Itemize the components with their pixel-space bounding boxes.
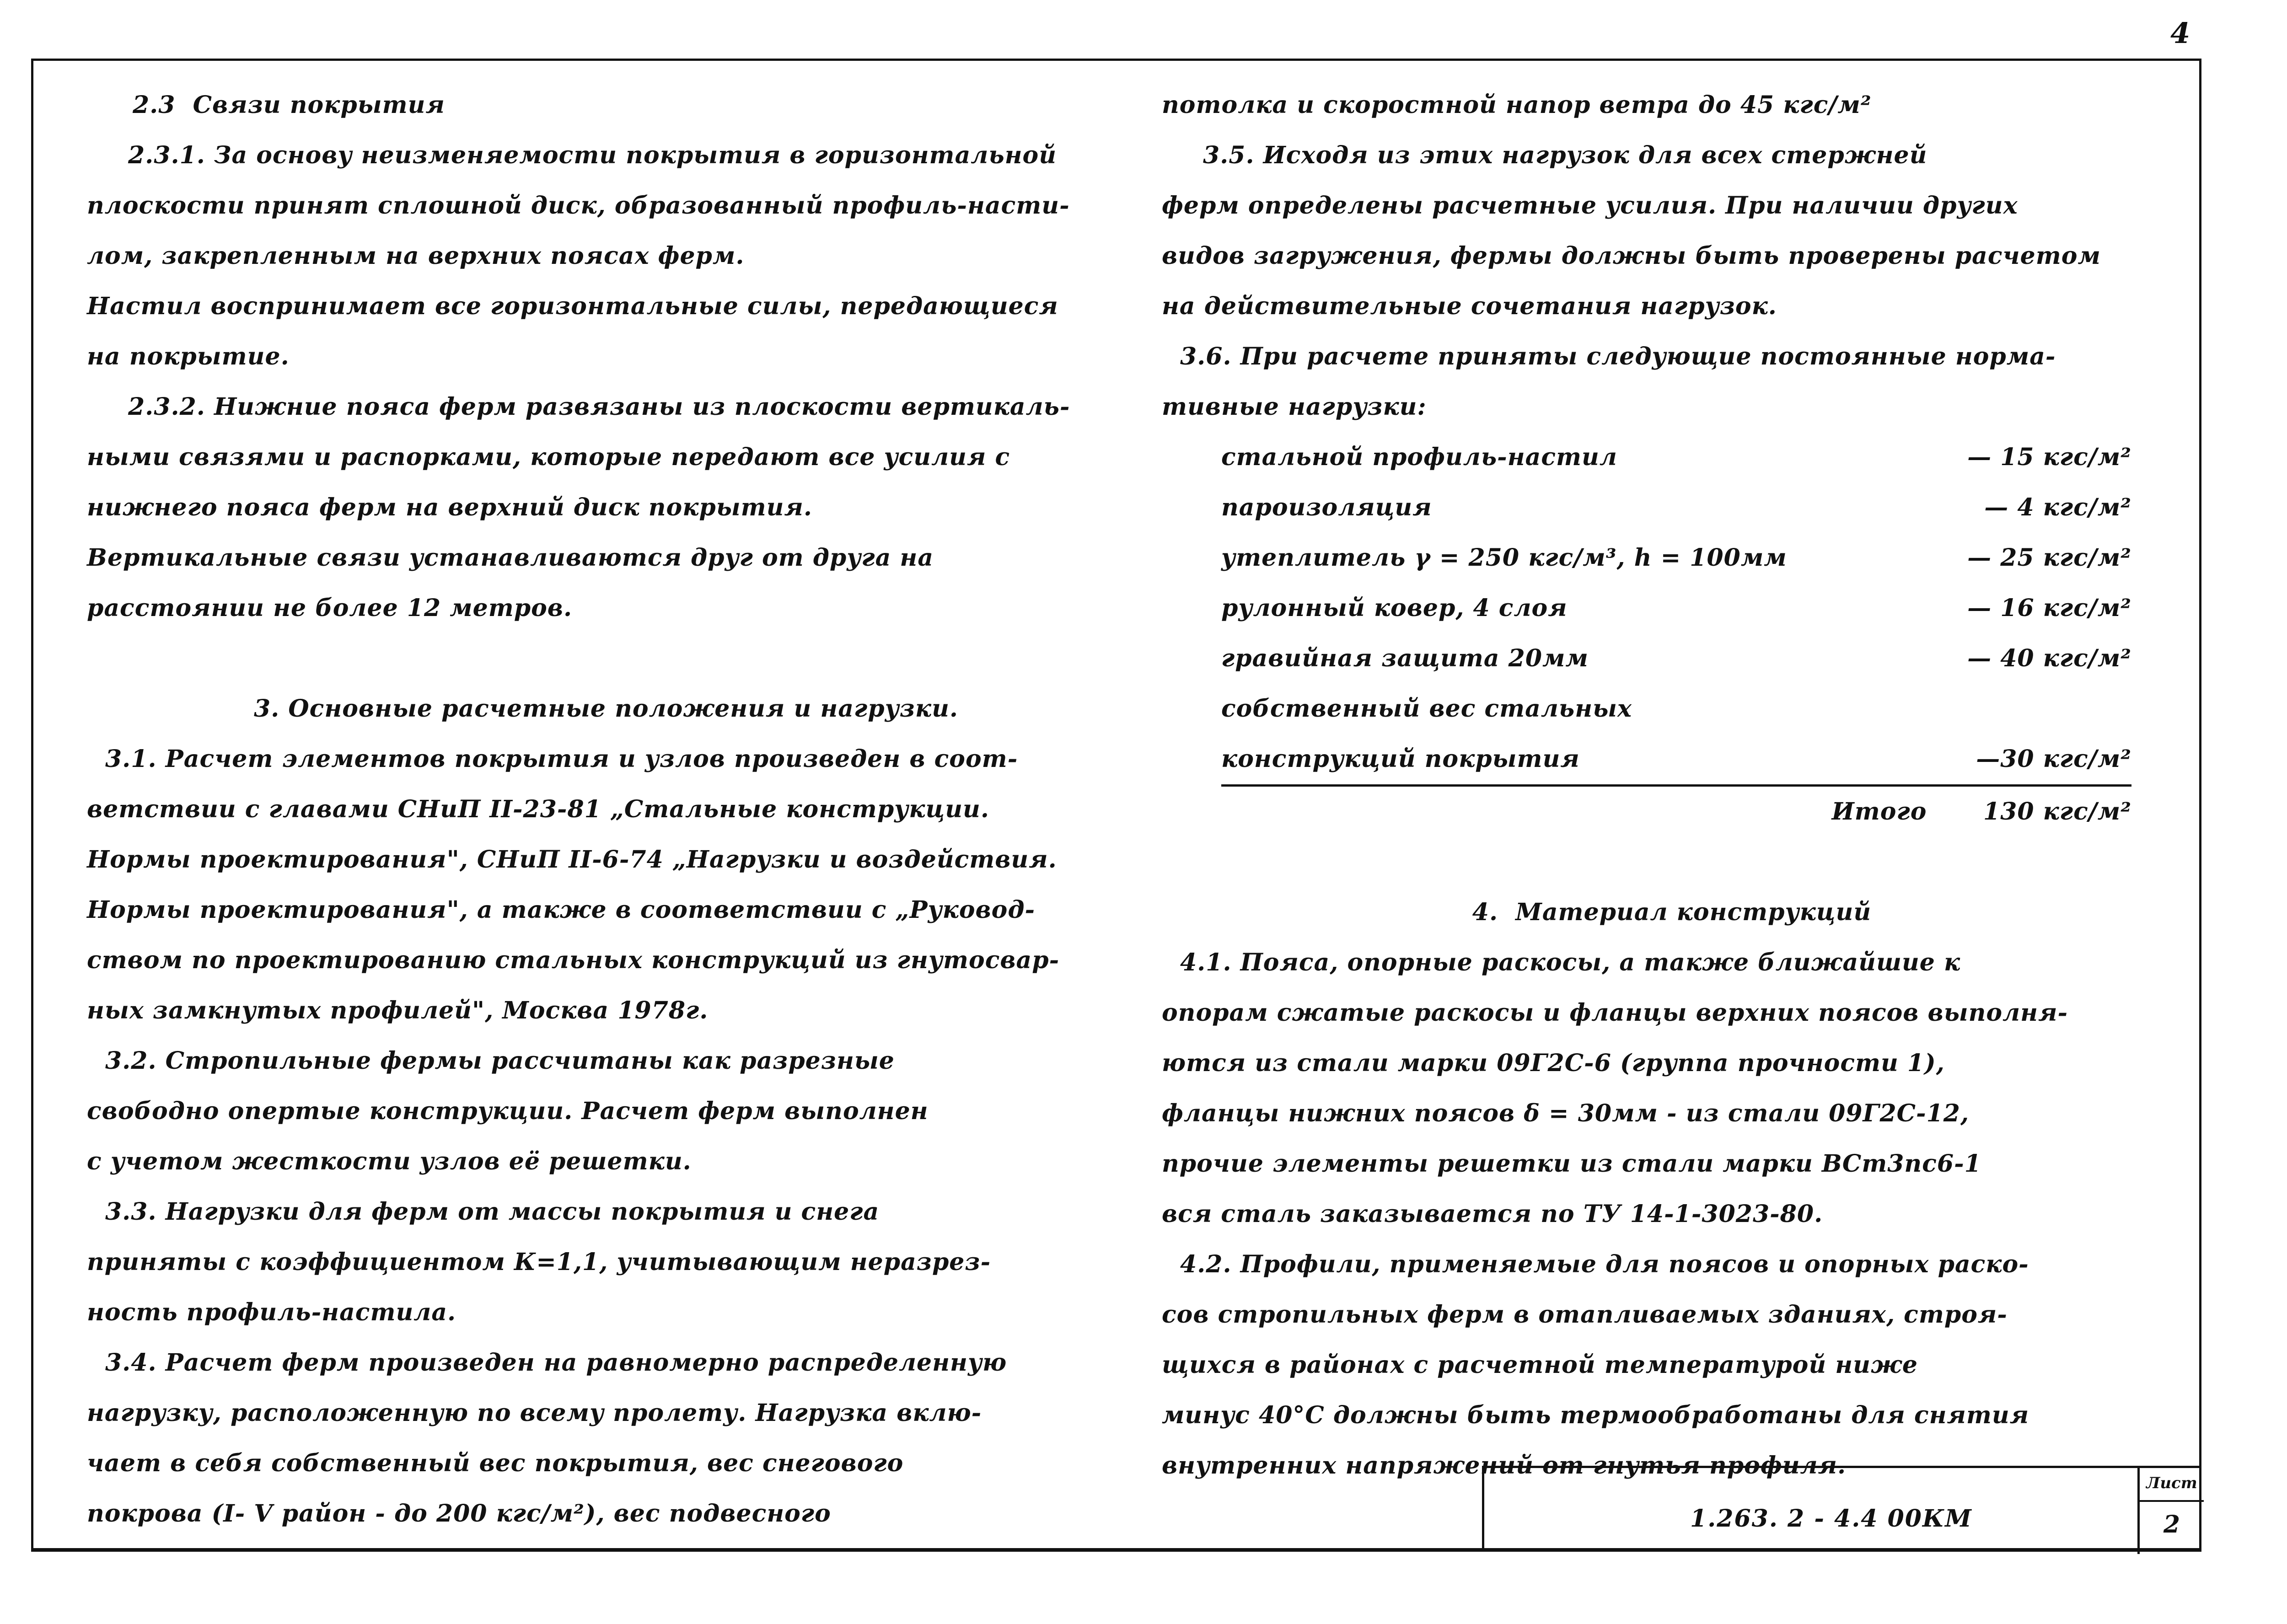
para-4-1-line: фланцы нижних поясов δ = 30мм - из стали 09Г2С-12, <box>1162 1099 1970 1127</box>
right-column <box>1162 80 2182 1491</box>
para-3-5-line: на действительные сочетания нагрузок. <box>1162 292 1777 320</box>
para-2-3-2-line: расстоянии не более 12 метров. <box>87 594 573 622</box>
load-name: конструкций покрытия <box>1221 745 1580 773</box>
para-3-2-line: с учетом жесткости узлов её решетки. <box>87 1147 692 1175</box>
section-heading-4: 4. Материал конструкций <box>1472 898 1872 926</box>
load-name: утеплитель γ = 250 кгс/м³, h = 100мм <box>1221 544 1787 572</box>
para-3-6-line: тивные нагрузки: <box>1162 393 1427 421</box>
para-2-3-1-line: лом, закрепленным на верхних поясах ферм. <box>87 242 745 270</box>
page-number: 4 <box>2170 16 2190 50</box>
load-name: собственный вес стальных <box>1221 695 1632 723</box>
para-2-3-2-line: ными связями и распорками, которые передают все усилия с <box>87 443 1010 471</box>
load-row <box>1221 533 2131 583</box>
document-code: 1.263. 2 - 4.4 00КМ <box>1690 1505 1972 1533</box>
para-3-4-line: покрова (I- V район - до 200 кгс/м²), вес подвесного <box>87 1500 831 1528</box>
left-column <box>87 80 1125 1539</box>
para-3-2-line: свободно опертые конструкции. Расчет ферм выполнен <box>87 1097 929 1125</box>
para-3-3-line: ность профиль-настила. <box>87 1298 456 1326</box>
load-name: рулонный ковер, 4 слоя <box>1221 594 1568 622</box>
load-value: —30 кгс/м² <box>1976 745 2131 773</box>
para-3-3-line: приняты с коэффициентом К=1,1, учитывающим неразрез- <box>87 1248 991 1276</box>
load-value: — 25 кгс/м² <box>1967 544 2131 572</box>
para-3-3-line: 3.3. Нагрузки для ферм от массы покрытия и снега <box>105 1198 880 1226</box>
para-4-2-line: 4.2. Профили, применяемые для поясов и опорных раско- <box>1180 1250 2029 1278</box>
para-3-6-line: 3.6. При расчете приняты следующие постоянные норма- <box>1180 343 2056 370</box>
para-4-1-line: ются из стали марки 09Г2С-6 (группа прочности 1), <box>1162 1049 1945 1077</box>
load-value: — 15 кгс/м² <box>1967 443 2131 471</box>
para-3-5-line: 3.5. Исходя из этих нагрузок для всех стержней <box>1203 141 1927 169</box>
para-2-3-1-line: плоскости принят сплошной диск, образованный профиль-насти- <box>87 192 1070 220</box>
para-3-1-line: ством по проектированию стальных конструкций из гнутосвар- <box>87 946 1060 974</box>
para-2-3-1-line: 2.3.1. За основу неизменяемости покрытия в горизонтальной <box>128 141 1057 169</box>
para-2-3-2-line: 2.3.2. Нижние пояса ферм развязаны из плоскости вертикаль- <box>128 393 1070 421</box>
para-2-3-2-line: нижнего пояса ферм на верхний диск покрытия. <box>87 493 812 521</box>
para-4-2-line: внутренних напряжений от гнутья профиля. <box>1162 1452 1847 1479</box>
para-4-1-line: вся сталь заказывается по ТУ 14-1-3023-80. <box>1162 1200 1823 1228</box>
load-value: — 40 кгс/м² <box>1967 644 2131 672</box>
sheet-label: Лист <box>2140 1468 2204 1502</box>
load-value <box>1927 684 2131 734</box>
para-3-4-line: 3.4. Расчет ферм произведен на равномерно распределенную <box>105 1349 1007 1377</box>
load-name: гравийная защита 20мм <box>1221 644 1589 672</box>
para-3-1-line: Нормы проектирования", а также в соответствии с „Руковод- <box>87 896 1036 924</box>
load-row <box>1221 482 2131 533</box>
para-3-4-line: чает в себя собственный вес покрытия, вес снегового <box>87 1449 904 1477</box>
para-3-1-line: Нормы проектирования", СНиП II-6-74 „Нагрузки и воздействия. <box>87 846 1057 874</box>
load-value: — 4 кгс/м² <box>1984 493 2131 521</box>
para-2-3-1-line: на покрытие. <box>87 343 290 370</box>
section-heading-3: 3. Основные расчетные положения и нагрузки. <box>253 695 959 723</box>
para-4-1-line: опорам сжатые раскосы и фланцы верхних поясов выполня- <box>1162 999 2068 1027</box>
para-3-1-line: ветствии с главами СНиП II-23-81 „Стальные конструкции. <box>87 795 989 823</box>
para-3-5-line: ферм определены расчетные усилия. При наличии других <box>1162 192 2018 220</box>
title-block <box>1482 1466 2201 1552</box>
para-4-1-line: прочие элементы решетки из стали марки ВСт3пс6-1 <box>1162 1150 1981 1178</box>
loads-table <box>1221 432 2131 837</box>
load-row <box>1221 432 2131 482</box>
spacer <box>1162 837 2182 887</box>
load-row <box>1221 583 2131 633</box>
load-value: — 16 кгс/м² <box>1967 594 2131 622</box>
para-3-5-line: видов загружения, фермы должны быть проверены расчетом <box>1162 242 2101 270</box>
load-row <box>1221 734 2131 786</box>
section-heading-2-3: 2.3 Связи покрытия <box>133 91 445 119</box>
para-3-1-line: ных замкнутых профилей", Москва 1978г. <box>87 997 709 1024</box>
para-4-1-line: 4.1. Пояса, опорные раскосы, а также ближайшие к <box>1180 949 1961 976</box>
para-2-3-1-line: Настил воспринимает все горизонтальные силы, передающиеся <box>87 292 1058 320</box>
sheet-number: 2 <box>2163 1511 2180 1538</box>
sheet-box <box>2137 1468 2204 1554</box>
para-3-1-line: 3.1. Расчет элементов покрытия и узлов произведен в соот- <box>105 745 1018 773</box>
para-3-4-line: нагрузку, расположенную по всему пролету. Нагрузка вклю- <box>87 1399 982 1427</box>
para-3-2-line: 3.2. Стропильные фермы рассчитаны как разрезные <box>105 1047 895 1075</box>
para-2-3-2-line: Вертикальные связи устанавливаются друг от друга на <box>87 544 934 572</box>
para-4-2-line: щихся в районах с расчетной температурой ниже <box>1162 1351 1918 1379</box>
total-label: Итого <box>1221 786 1927 837</box>
total-value: 130 кгс/м² <box>1927 786 2131 837</box>
total-row <box>1221 786 2131 837</box>
spacer <box>87 633 1125 684</box>
load-name: пароизоляция <box>1221 493 1432 521</box>
load-name: стальной профиль-настил <box>1221 443 1617 471</box>
para-4-2-line: сов стропильных ферм в отапливаемых зданиях, строя- <box>1162 1301 2008 1329</box>
para-continuation: потолка и скоростной напор ветра до 45 кгс/м² <box>1162 91 1872 119</box>
load-row <box>1221 633 2131 684</box>
load-row <box>1221 684 2131 734</box>
para-4-2-line: минус 40°С должны быть термообработаны для снятия <box>1162 1401 2029 1429</box>
